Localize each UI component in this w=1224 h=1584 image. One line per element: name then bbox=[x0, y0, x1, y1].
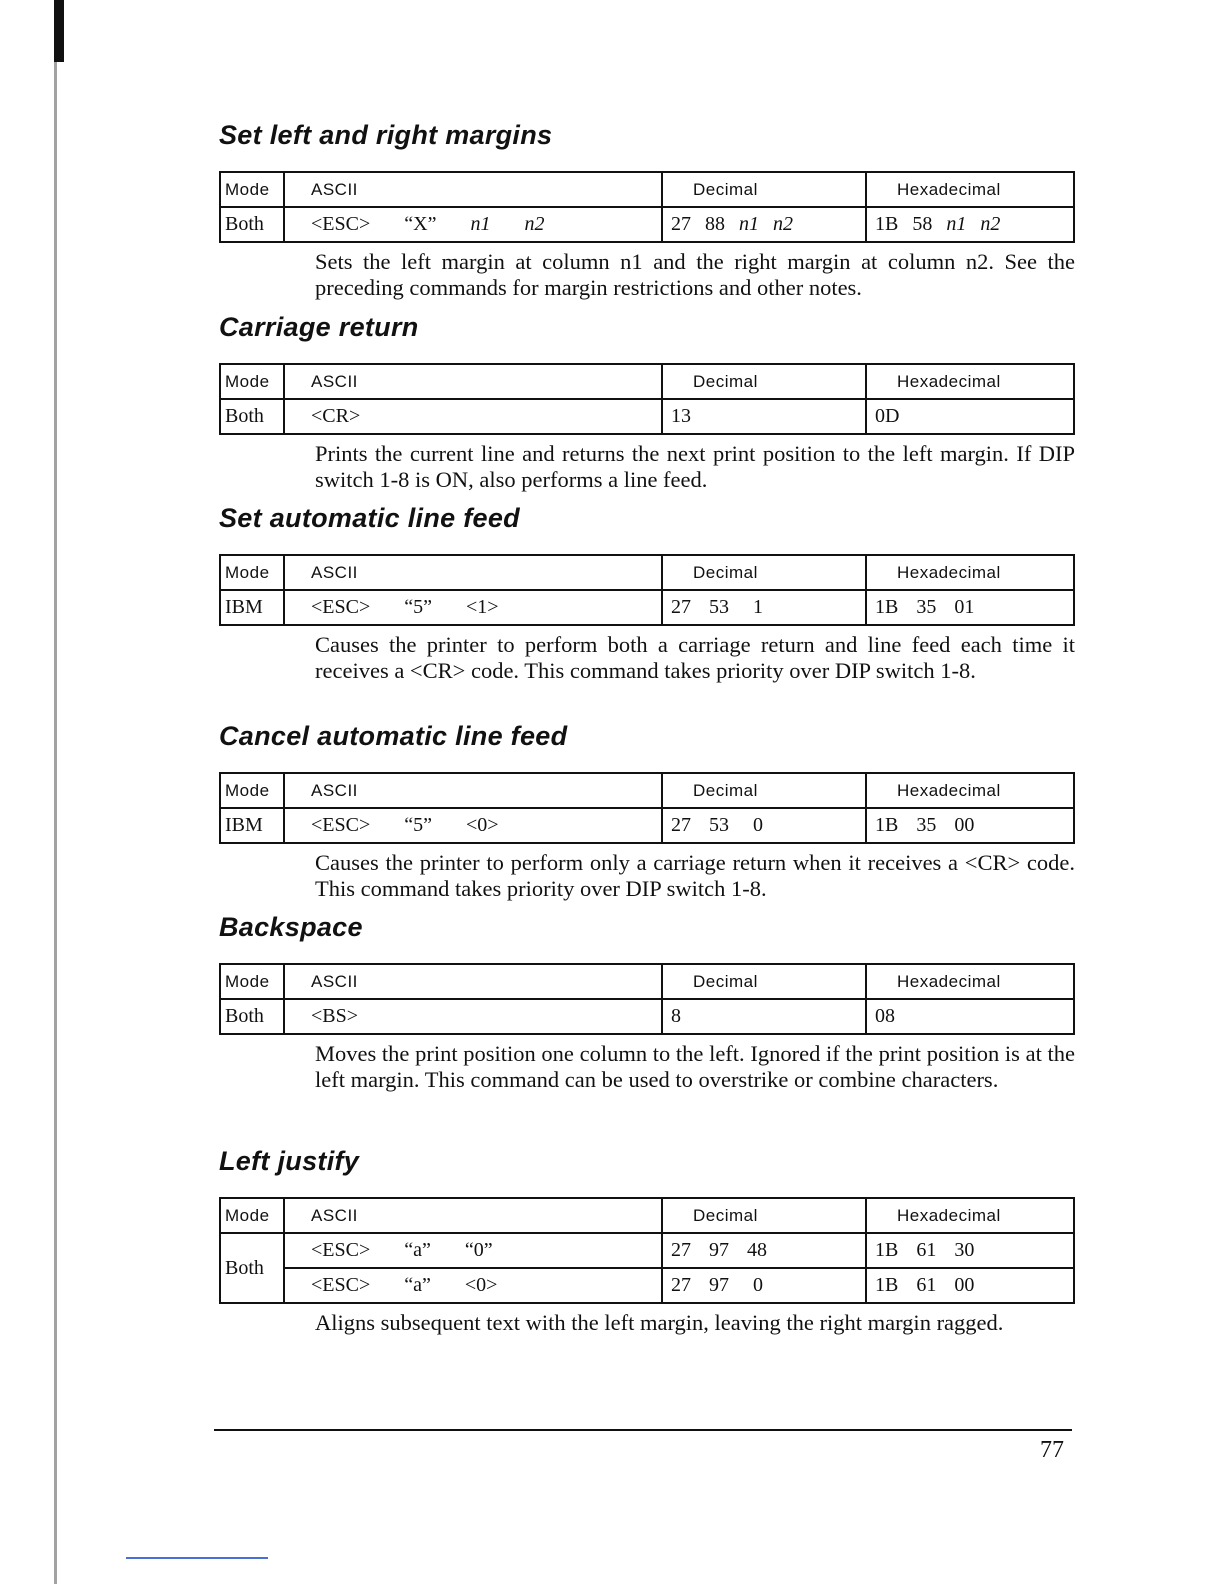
header-ascii: ASCII bbox=[284, 964, 662, 999]
decimal-token: 53 bbox=[709, 814, 729, 836]
ascii-token: “a” bbox=[404, 1274, 431, 1296]
hex-token: 01 bbox=[954, 596, 975, 618]
table-header-row bbox=[220, 555, 1074, 590]
hex-token: 30 bbox=[954, 1239, 975, 1261]
cell-ascii bbox=[284, 1268, 662, 1303]
section-set-auto-line-feed bbox=[219, 501, 1075, 684]
command-table bbox=[219, 772, 1075, 844]
ascii-token: “5” bbox=[404, 596, 433, 618]
cell-ascii bbox=[284, 808, 662, 843]
decimal-token: 53 bbox=[709, 596, 729, 618]
cell-mode: IBM bbox=[220, 808, 284, 843]
header-decimal: Decimal bbox=[662, 364, 866, 399]
section-title: Set left and right margins bbox=[219, 120, 553, 150]
decimal-token: 27 bbox=[671, 814, 691, 836]
header-hex: Hexadecimal bbox=[866, 773, 1074, 808]
cell-mode: Both bbox=[220, 1233, 284, 1303]
cell-decimal bbox=[662, 207, 866, 242]
hex-token: 61 bbox=[916, 1239, 937, 1261]
table-row bbox=[220, 1233, 1074, 1268]
hex-token: 00 bbox=[954, 1274, 975, 1296]
section-title: Backspace bbox=[219, 912, 363, 942]
header-mode: Mode bbox=[220, 555, 284, 590]
header-ascii: ASCII bbox=[284, 1198, 662, 1233]
cell-ascii bbox=[284, 207, 662, 242]
decimal-token: 48 bbox=[747, 1239, 767, 1261]
decimal-token: 27 bbox=[671, 1274, 691, 1296]
scan-artifact-line bbox=[126, 1557, 268, 1559]
hex-token: 00 bbox=[954, 814, 975, 836]
section-description: Aligns subsequent text with the left margin, leaving the right margin ragged. bbox=[315, 1310, 1004, 1335]
cell-decimal bbox=[662, 999, 866, 1034]
table-header-row bbox=[220, 1198, 1074, 1233]
header-decimal: Decimal bbox=[662, 172, 866, 207]
header-mode: Mode bbox=[220, 1198, 284, 1233]
decimal-token: 13 bbox=[671, 405, 691, 427]
table-row bbox=[220, 590, 1074, 625]
header-ascii: ASCII bbox=[284, 555, 662, 590]
decimal-token: 27 bbox=[671, 596, 691, 618]
hex-token: 35 bbox=[916, 596, 937, 618]
cell-hex bbox=[866, 590, 1074, 625]
header-ascii: ASCII bbox=[284, 172, 662, 207]
table-header-row bbox=[220, 364, 1074, 399]
ascii-token: <ESC> bbox=[311, 1274, 371, 1296]
header-decimal: Decimal bbox=[662, 555, 866, 590]
ascii-token: <ESC> bbox=[311, 596, 371, 618]
cell-decimal bbox=[662, 399, 866, 434]
header-ascii: ASCII bbox=[284, 773, 662, 808]
table-header-row bbox=[220, 773, 1074, 808]
section-title: Carriage return bbox=[219, 312, 419, 342]
header-hex: Hexadecimal bbox=[866, 172, 1074, 207]
ascii-token: <ESC> bbox=[311, 1239, 371, 1261]
table-row bbox=[220, 999, 1074, 1034]
cell-mode: Both bbox=[220, 999, 284, 1034]
cell-hex bbox=[866, 207, 1074, 242]
section-backspace bbox=[219, 910, 1075, 1093]
ascii-token: <ESC> bbox=[311, 213, 371, 235]
section-description: Moves the print position one column to the left. Ignored if the print position is at the left margin. This command can be used to overstrike or combine characters. bbox=[315, 1041, 1075, 1092]
ascii-token: <ESC> bbox=[311, 814, 371, 836]
command-table bbox=[219, 171, 1075, 243]
hex-token: 1B bbox=[875, 814, 899, 836]
decimal-token: 27 bbox=[671, 1239, 691, 1261]
table-row bbox=[220, 399, 1074, 434]
section-description: Causes the printer to perform both a carriage return and line feed each time it receives a <CR> code. This command takes priority over DIP switch 1-8. bbox=[315, 632, 1075, 683]
ascii-token: <0> bbox=[464, 1274, 498, 1296]
section-title: Set automatic line feed bbox=[219, 503, 520, 533]
table-row bbox=[220, 207, 1074, 242]
header-mode: Mode bbox=[220, 364, 284, 399]
hex-token: 08 bbox=[875, 1005, 895, 1027]
decimal-token: 0 bbox=[753, 1274, 763, 1296]
hex-token: n1 bbox=[946, 213, 967, 235]
header-ascii: ASCII bbox=[284, 364, 662, 399]
header-hex: Hexadecimal bbox=[866, 555, 1074, 590]
decimal-token: 8 bbox=[671, 1005, 681, 1027]
cell-ascii bbox=[284, 999, 662, 1034]
cell-hex bbox=[866, 399, 1074, 434]
ascii-token: “5” bbox=[404, 814, 433, 836]
cell-ascii bbox=[284, 399, 662, 434]
hex-token: 1B bbox=[875, 1239, 899, 1261]
cell-decimal bbox=[662, 808, 866, 843]
cell-ascii bbox=[284, 590, 662, 625]
ascii-token: <0> bbox=[466, 814, 499, 836]
ascii-token: “X” bbox=[404, 213, 437, 235]
cell-hex bbox=[866, 999, 1074, 1034]
table-header-row bbox=[220, 964, 1074, 999]
hex-token: 1B bbox=[875, 1274, 899, 1296]
decimal-token: 97 bbox=[709, 1274, 729, 1296]
section-description: Causes the printer to perform only a carriage return when it receives a <CR> code. This command takes priority over DIP switch 1-8. bbox=[315, 850, 1075, 901]
cell-decimal bbox=[662, 1233, 866, 1268]
decimal-token: 97 bbox=[709, 1239, 729, 1261]
command-table bbox=[219, 963, 1075, 1035]
cell-decimal bbox=[662, 1268, 866, 1303]
section-description: Prints the current line and returns the next print position to the left margin. If DIP switch 1-8 is ON, also performs a line feed. bbox=[315, 441, 1075, 492]
hex-token: 1B bbox=[875, 596, 899, 618]
decimal-token: 0 bbox=[753, 814, 763, 836]
ascii-token: n2 bbox=[524, 213, 545, 235]
cell-mode: IBM bbox=[220, 590, 284, 625]
hex-token: n2 bbox=[980, 213, 1001, 235]
header-decimal: Decimal bbox=[662, 964, 866, 999]
header-mode: Mode bbox=[220, 964, 284, 999]
header-decimal: Decimal bbox=[662, 1198, 866, 1233]
ascii-token: “a” bbox=[404, 1239, 431, 1261]
hex-token: 58 bbox=[912, 213, 933, 235]
cell-hex bbox=[866, 808, 1074, 843]
hex-token: 0D bbox=[875, 405, 900, 427]
ascii-token: <BS> bbox=[311, 1005, 359, 1027]
page-number: 77 bbox=[1040, 1437, 1064, 1463]
table-header-row bbox=[220, 172, 1074, 207]
table-row bbox=[220, 808, 1074, 843]
table-row bbox=[220, 1268, 1074, 1303]
command-table bbox=[219, 1197, 1075, 1304]
cell-mode: Both bbox=[220, 399, 284, 434]
header-hex: Hexadecimal bbox=[866, 364, 1074, 399]
section-set-margins bbox=[219, 118, 1075, 301]
cell-ascii bbox=[284, 1233, 662, 1268]
scan-mark bbox=[54, 0, 64, 62]
footer-rule bbox=[214, 1429, 1072, 1431]
ascii-token: n1 bbox=[470, 213, 491, 235]
command-table bbox=[219, 363, 1075, 435]
cell-mode: Both bbox=[220, 207, 284, 242]
section-left-justify bbox=[219, 1144, 1075, 1336]
scan-edge bbox=[54, 0, 57, 1584]
cell-hex bbox=[866, 1268, 1074, 1303]
ascii-token: <1> bbox=[466, 596, 499, 618]
decimal-token: 27 bbox=[671, 213, 691, 235]
header-mode: Mode bbox=[220, 172, 284, 207]
ascii-token: “0” bbox=[464, 1239, 493, 1261]
section-title: Left justify bbox=[219, 1146, 360, 1176]
header-hex: Hexadecimal bbox=[866, 964, 1074, 999]
hex-token: 1B bbox=[875, 213, 899, 235]
cell-decimal bbox=[662, 590, 866, 625]
section-title: Cancel automatic line feed bbox=[219, 721, 568, 751]
decimal-token: 88 bbox=[705, 213, 725, 235]
cell-hex bbox=[866, 1233, 1074, 1268]
hex-token: 61 bbox=[916, 1274, 937, 1296]
section-carriage-return bbox=[219, 310, 1075, 493]
command-table bbox=[219, 554, 1075, 626]
section-description: Sets the left margin at column n1 and the right margin at column n2. See the preceding commands for margin restrictions and other notes. bbox=[315, 249, 1075, 300]
decimal-token: n2 bbox=[773, 213, 793, 235]
section-cancel-auto-line-feed bbox=[219, 719, 1075, 902]
header-decimal: Decimal bbox=[662, 773, 866, 808]
decimal-token: 1 bbox=[753, 596, 763, 618]
header-mode: Mode bbox=[220, 773, 284, 808]
ascii-token: <CR> bbox=[311, 405, 361, 427]
hex-token: 35 bbox=[916, 814, 937, 836]
decimal-token: n1 bbox=[739, 213, 759, 235]
header-hex: Hexadecimal bbox=[866, 1198, 1074, 1233]
